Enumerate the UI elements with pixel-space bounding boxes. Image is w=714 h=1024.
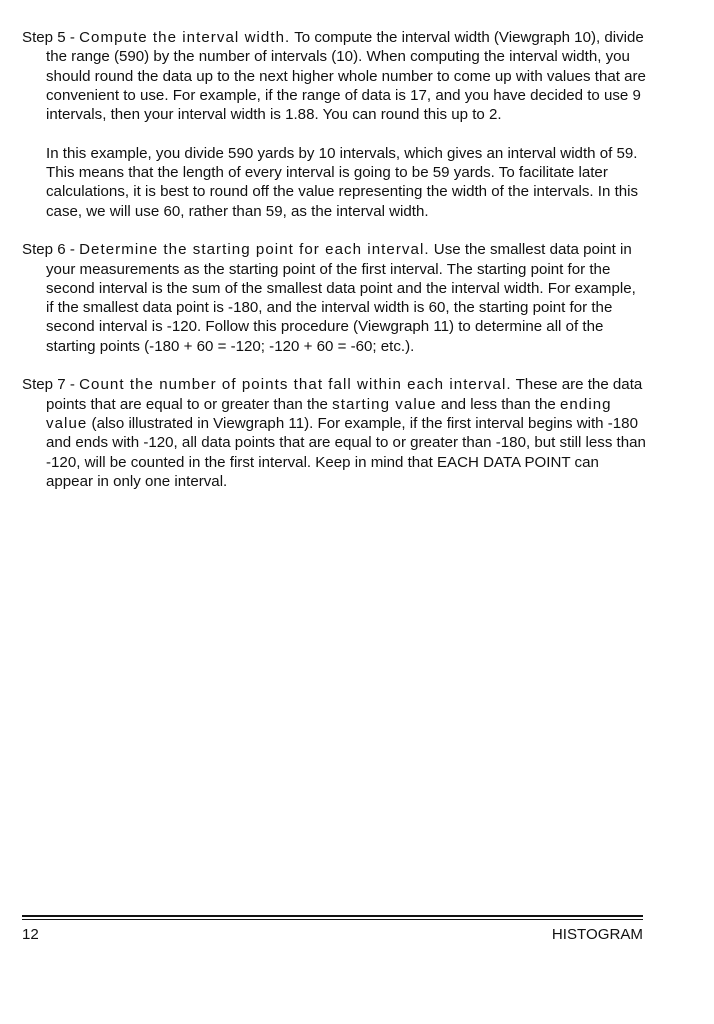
- step-7-lead: Step 7 -: [22, 376, 80, 394]
- step-6: [22, 240, 646, 356]
- step-5-lead: Step 5 -: [22, 29, 80, 46]
- step-5-text: To compute the interval width (Viewgraph 10), divide the range (590) by the number of intervals (10). When computing the interval width, you should round the data up to the next higher whole number to come up with values that are convenient to use. For example, if the range of data is 17, and you have decided to use 9 intervals, then your interval width is 1.88. You can round this up to 2.: [46, 29, 646, 124]
- spacer: [22, 356, 646, 375]
- step-7: [22, 375, 646, 491]
- step-6-title: Determine the starting point for each interval.: [79, 241, 430, 259]
- step-6-lead: Step 6 -: [22, 241, 80, 259]
- step-7-text-a: These are the data points that are equal to or greater than the: [46, 376, 643, 413]
- step-7-text-c: (also illustrated in Viewgraph 11). For example, if the first interval begins with -180 and ends with -120, all data points that are equal to or greater than -180, but still less than -120, will be counted in the first interval. Keep in mind that EACH DATA POINT can appear in only one interval.: [46, 414, 646, 490]
- step-7-text-b: and less than the: [436, 395, 560, 413]
- step-5-paragraph-2: In this example, you divide 590 yards by 10 intervals, which gives an interval width of 59. This means that the length of every interval is going to be 59 yards. To facilitate later calculations, it is best to round off the value representing the width of the intervals. In this case, we will use 60, rather than 59, as the interval width.: [46, 144, 639, 220]
- spacer: [22, 124, 646, 143]
- section-title: HISTOGRAM: [551, 926, 643, 943]
- step-5-title: Compute the interval width.: [79, 29, 291, 46]
- page-number: 12: [22, 926, 39, 943]
- step-6-text: Use the smallest data point in your measurements as the starting point of the first interval. The starting point for the second interval is the sum of the smallest data point and the interval width. For example, if the smallest data point is -180, and the interval width is 60, the starting point for the second interval is -120. Follow this procedure (Viewgraph 11) to determine all of the starting points (-180 + 60 = -120; -120 + 60 = -60; etc.).: [46, 241, 636, 355]
- document-body: [22, 28, 646, 491]
- footer-row: [22, 925, 643, 944]
- page-footer: [22, 915, 643, 944]
- step-7-ending-value: ending value: [46, 395, 612, 432]
- step-5: [22, 28, 646, 124]
- footer-rule-thin: [22, 919, 643, 920]
- spacer: [22, 221, 646, 240]
- step-7-starting-value: starting value: [332, 395, 437, 413]
- footer-rule-thick: [22, 915, 643, 917]
- step-7-title: Count the number of points that fall within each interval.: [79, 376, 512, 394]
